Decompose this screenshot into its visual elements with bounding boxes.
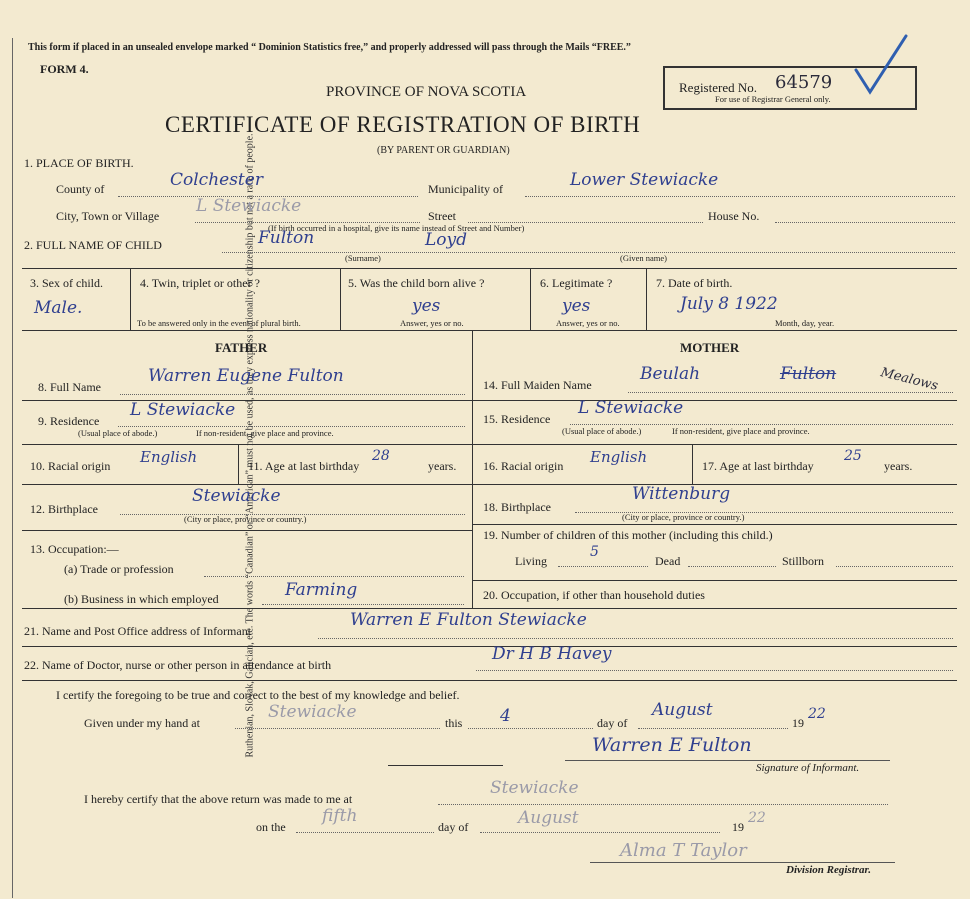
business-label: (b) Business in which employed xyxy=(64,592,219,606)
informant-label: 21. Name and Post Office address of Informant xyxy=(24,624,252,638)
given-caption: (Given name) xyxy=(620,253,667,263)
children-label: 19. Number of children of this mother (including this child.) xyxy=(483,528,773,542)
mother-age-label: 17. Age at last birthday xyxy=(702,459,814,473)
registrar-day-of-label: day of xyxy=(438,820,469,834)
county-label: County of xyxy=(56,182,105,196)
mail-notice: This form if placed in an unsealed envelope marked “ Dominion Statistics free,” and properly addressed will pass through the Mails “FREE.” xyxy=(28,42,631,53)
mother-name-correction: Mealows xyxy=(879,365,940,394)
registrar-month: August xyxy=(518,808,579,828)
dob-note: Month, day, year. xyxy=(775,318,835,328)
signature-caption: Signature of Informant. xyxy=(756,762,860,774)
mother-name-value: Beulah xyxy=(640,364,701,384)
mother-years-label: years. xyxy=(884,459,913,473)
father-heading: FATHER xyxy=(215,340,268,355)
legit-note: Answer, yes or no. xyxy=(556,318,620,328)
certify-day: 4 xyxy=(500,706,511,726)
mother-racial-value: English xyxy=(590,448,648,466)
father-years-label: years. xyxy=(428,459,457,473)
father-age-value: 28 xyxy=(372,448,390,464)
legit-value: yes xyxy=(562,296,591,316)
street-label: Street xyxy=(428,209,456,223)
child-surname: Fulton xyxy=(258,228,315,248)
child-given-name: Loyd xyxy=(425,230,468,250)
mother-residence-value: L Stewiacke xyxy=(578,398,684,418)
margin-rule xyxy=(12,38,13,898)
mother-birthplace-value: Wittenburg xyxy=(632,484,731,504)
father-age-label: 11. Age at last birthday xyxy=(248,459,360,473)
father-birthplace-value: Stewiacke xyxy=(192,486,281,506)
alive-value: yes xyxy=(412,296,441,316)
mother-racial-label: 16. Racial origin xyxy=(483,459,564,473)
registered-label: Registered No. xyxy=(679,80,757,95)
trade-label: (a) Trade or profession xyxy=(64,562,174,576)
father-birthplace-note: (City or place, province or country.) xyxy=(184,514,307,524)
this-label: this xyxy=(445,716,463,730)
registrar-use-note: For use of Registrar General only. xyxy=(715,94,831,104)
mother-residence-label: 15. Residence xyxy=(483,412,551,426)
legit-label: 6. Legitimate ? xyxy=(540,276,613,290)
province-heading: PROVINCE OF NOVA SCOTIA xyxy=(326,84,527,100)
living-label: Living xyxy=(515,554,547,568)
registered-number: 64579 xyxy=(775,72,833,93)
dob-label: 7. Date of birth. xyxy=(656,276,733,290)
registrar-day: fifth xyxy=(322,806,358,826)
sex-value: Male. xyxy=(34,298,83,318)
place-heading: 1. PLACE OF BIRTH. xyxy=(24,156,134,170)
doctor-value: Dr H B Havey xyxy=(492,644,612,664)
twin-note: To be answered only in the event of plural birth. xyxy=(137,318,301,328)
certify-year-suffix: 22 xyxy=(808,706,826,722)
form-number: FORM 4. xyxy=(40,62,89,76)
mother-age-value: 25 xyxy=(844,448,862,464)
occupation-label: 13. Occupation:— xyxy=(30,542,119,556)
city-value: L Stewiacke xyxy=(196,196,302,216)
father-racial-value: English xyxy=(140,448,198,466)
father-racial-label: 10. Racial origin xyxy=(30,459,111,473)
surname-caption: (Surname) xyxy=(345,253,381,263)
certify-year-prefix: 19 xyxy=(792,716,804,730)
father-residence-value: L Stewiacke xyxy=(130,400,236,420)
given-place: Stewiacke xyxy=(268,702,357,722)
check-mark-icon xyxy=(850,30,910,100)
hospital-note: (If birth occurred in a hospital, give its name instead of Street and Number) xyxy=(268,223,525,233)
certify-day-of-label: day of xyxy=(597,716,628,730)
father-name-value: Warren Eugene Fulton xyxy=(148,366,344,386)
registrar-place: Stewiacke xyxy=(490,778,579,798)
living-value: 5 xyxy=(590,544,599,560)
father-residence-note2: If non-resident, give place and province. xyxy=(196,428,334,438)
mother-residence-note2: If non-resident, give place and province. xyxy=(672,426,810,436)
sex-label: 3. Sex of child. xyxy=(30,276,103,290)
mother-name-label: 14. Full Maiden Name xyxy=(483,378,592,392)
certify-statement: I certify the foregoing to be true and correct to the best of my knowledge and belief. xyxy=(56,688,460,702)
registrar-year-suffix: 22 xyxy=(748,810,766,826)
county-value: Colchester xyxy=(170,170,263,190)
twin-label: 4. Twin, triplet or other ? xyxy=(140,276,260,290)
registrar-caption: Division Registrar. xyxy=(786,864,871,876)
alive-label: 5. Was the child born alive ? xyxy=(348,276,485,290)
informant-value: Warren E Fulton Stewiacke xyxy=(350,610,587,630)
stillborn-label: Stillborn xyxy=(782,554,825,568)
registrar-statement: I hereby certify that the above return was made to me at xyxy=(84,792,353,806)
mother-heading: MOTHER xyxy=(680,340,740,355)
registrar-signature: Alma T Taylor xyxy=(620,840,747,861)
mother-occupation-label: 20. Occupation, if other than household duties xyxy=(483,588,705,602)
registrar-year-prefix: 19 xyxy=(732,820,744,834)
father-residence-note: (Usual place of abode.) xyxy=(78,428,158,438)
alive-note: Answer, yes or no. xyxy=(400,318,464,328)
registrar-on-the-label: on the xyxy=(256,820,286,834)
father-residence-label: 9. Residence xyxy=(38,414,100,428)
mother-name-struck: Fulton xyxy=(780,364,837,384)
informant-signature: Warren E Fulton xyxy=(592,734,752,756)
certificate-subtitle: (BY PARENT OR GUARDIAN) xyxy=(377,145,510,156)
municipality-value: Lower Stewiacke xyxy=(570,170,719,190)
doctor-label: 22. Name of Doctor, nurse or other person in attendance at birth xyxy=(24,658,332,672)
child-name-label: 2. FULL NAME OF CHILD xyxy=(24,238,162,252)
given-label: Given under my hand at xyxy=(84,716,200,730)
mother-residence-note: (Usual place of abode.) xyxy=(562,426,642,436)
side-margin-text: Ruthenian, Slovak, Galician, etc. The words “Canadian” or “American” must not be used, as they express nationality or citizenship but not a race of people. xyxy=(244,133,256,758)
dead-label: Dead xyxy=(655,554,681,568)
house-label: House No. xyxy=(708,209,760,223)
mother-birthplace-label: 18. Birthplace xyxy=(483,500,551,514)
business-value: Farming xyxy=(285,580,358,600)
certify-month: August xyxy=(652,700,713,720)
certificate-title: CERTIFICATE OF REGISTRATION OF BIRTH xyxy=(165,112,641,137)
dob-value: July 8 1922 xyxy=(680,294,778,314)
city-label: City, Town or Village xyxy=(56,209,160,223)
mother-birthplace-note: (City or place, province or country.) xyxy=(622,512,745,522)
father-name-label: 8. Full Name xyxy=(38,380,101,394)
father-birthplace-label: 12. Birthplace xyxy=(30,502,98,516)
municipality-label: Municipality of xyxy=(428,182,503,196)
